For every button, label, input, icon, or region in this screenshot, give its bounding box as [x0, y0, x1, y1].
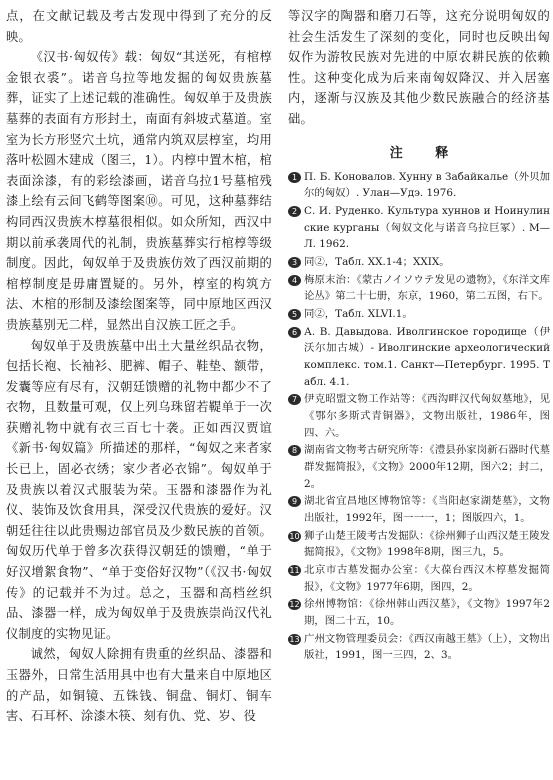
footnote-text: П. Б. Коновалов. Хунну в Забайкалье（外贝加尔的匈奴）. Улан—Удэ. 1976.: [304, 170, 550, 200]
footnote-number: 3: [288, 257, 301, 268]
footnote-text: 徐州博物馆：《徐州韩山西汉墓》，《文物》1997年2期，图二十五，10。: [304, 598, 550, 628]
footnote-item: [288, 169, 550, 202]
footnote-item: [288, 272, 550, 305]
footnote-text: 同②，Табл. XLVI.1。: [304, 308, 413, 321]
footnote-item: [288, 528, 550, 561]
footnote-text: С. И. Руденко. Культура хуннов и Ноинулинские курганы（匈奴文化与诺音乌拉巨冢）. М—Л. 1962.: [304, 204, 550, 251]
notes-list: [288, 169, 550, 664]
footnote-text: 湖北省宜昌地区博物馆等：《当阳赵家湖楚墓》，文物出版社，1992年，图一一一，1；图版四六，1。: [304, 495, 550, 524]
footnote-item: [288, 442, 550, 492]
footnote-number: 4: [288, 275, 301, 286]
footnote-item: [288, 306, 550, 323]
footnote-item: [288, 254, 550, 271]
footnote-item: [288, 493, 550, 526]
footnote-number: 13: [289, 634, 300, 644]
footnote-text: 同②，Табл. XX.1-4；XXIX。: [304, 255, 450, 268]
footnote-text: 伊克昭盟文物工作站等：《西沟畔汉代匈奴墓地》，见《鄂尔多斯式青铜器》，文物出版社，1986年，图四、六。: [304, 393, 550, 439]
footnote-number: 5: [288, 309, 301, 320]
footnote-number: 12: [289, 600, 300, 610]
footnote-item: [288, 631, 550, 664]
footnote-number: 11: [289, 566, 300, 576]
footnote-number: 6: [288, 327, 301, 338]
footnote-text: А. В. Давыдова. Иволгинское городище（伊沃尔加古城）- Иволгинские археологический комплекс. том.1. Санкт—Петербург. 1995. Табл. 4.1.: [304, 325, 550, 388]
footnote-number: 1: [288, 172, 301, 183]
body-paragraph: 诚然，匈奴人除拥有贵重的丝织品、漆器和玉器外，日常生活用具中也有大量来自中原地区的产品，如铜镜、五铢钱、铜盘、铜灯、铜车害、石耳杯、涂漆木筷、刻有仇、党、岁、役: [6, 647, 272, 724]
body-paragraph-continuation: 等汉字的陶器和磨刀石等，这充分说明匈奴的社会生活发生了深刻的变化，同时也反映出匈奴作为游牧民族对先进的中原农耕民族的依赖性。这种变化成为后来南匈奴降汉、并入居塞内，逐渐与汉族及其他少数民族融合的经济基础。: [288, 9, 550, 126]
notes-heading: 注 释: [389, 145, 463, 161]
footnote-item: [288, 203, 550, 253]
footnote-number: 8: [288, 445, 301, 456]
footnote-number: 9: [288, 496, 301, 507]
footnote-item: [288, 391, 550, 441]
body-paragraph: 《汉书·匈奴传》载：匈奴“其送死，有棺椁金银衣裘”。诺音乌拉等地发掘的匈奴贵族墓葬，证实了上述记载的准确性。匈奴单于及贵族墓葬的表面有方形封土，南面有斜坡式墓道。室室为长方形竖穴土坑，通常内筑双层椁室，均用落叶松圆木建成（图三，1）。内椁中置木棺，棺表面涂漆，有的彩绘漆画，诺音乌拉1号墓棺残漆上绘有云间飞鹤等图案⑩。可见，这种墓葬结构同西汉贵族木椁墓很相似。如众所知，西汉中期以前承袭周代的礼制，贵族墓葬实行棺椁等级制度。因此，匈奴单于及贵族仿效了西汉前期的棺椁制度是毋庸置疑的。另外，椁室的构筑方法、木棺的形制及漆绘图案等，同中原地区西汉贵族墓别无二样，显然出自汉族工匠之手。: [6, 50, 272, 332]
footnote-text: 梅原末治：《蒙古ノイソウテ发见の遗物》，《东洋文库论丛》第二十七册，东京，1960，第二五图，右下。: [304, 273, 550, 303]
left-column: [6, 6, 272, 727]
footnote-item: [288, 324, 550, 390]
footnote-item: [288, 562, 550, 595]
right-column: [288, 6, 550, 665]
footnote-text: 狮子山楚王陵考古发掘队：《徐州狮子山西汉楚王陵发掘简报》，《文物》1998年8期，图三九，5。: [304, 529, 550, 559]
body-paragraph: 点，在文献记载及考古发现中得到了充分的反映。: [6, 9, 272, 44]
footnote-item: [288, 596, 550, 629]
footnote-text: 北京市古墓发掘办公室：《大葆台西汉木椁墓发掘简报》，《文物》1977年6期，图四，2。: [304, 564, 550, 593]
footnote-text: 湖南省文物考古研究所等：《澧县孙家岗新石器时代墓群发掘简报》，《文物》2000年12期，图六2；封二，2。: [304, 444, 550, 490]
footnote-text: 广州文物管理委员会：《西汉南越王墓》（上），文物出版社，1991，图一三四，2、3。: [304, 632, 550, 662]
footnote-number: 7: [288, 394, 301, 405]
body-paragraph: 匈奴单于及贵族墓中出土大量丝织品衣物，包括长袍、长袖衫、肥裤、帽子、鞋垫、额带，发囊等应有尽有，汉朝廷馈赠的礼物中都少不了衣物，且数量可观，仅上列乌珠留若鞮单于一次获赠礼物中就有衣三百七十袭。正如西汉贾谊《新书·匈奴篇》所描述的那样，“匈奴之来者家长已上，固必衣绣；家少者必衣锦”。匈奴单于及贵族以着汉式服装为荣。玉器和漆器作为礼仪、装饰及饮食用具，深受汉代贵族的爱好。汉朝廷往往以此贵赐边部官员及少数民族的首领。匈奴历代单于曾多次获得汉朝廷的馈赠，“单于好汉增絮食物”、“单于变俗好汉物”（《汉书·匈奴传》的记载并不为过。总之，玉器和高档丝织品、漆器一样，成为匈奴单于及贵族崇尚汉代礼仪制度的实物见证。: [6, 338, 272, 641]
footnote-number: 10: [289, 531, 300, 541]
footnote-number: 2: [288, 206, 301, 217]
